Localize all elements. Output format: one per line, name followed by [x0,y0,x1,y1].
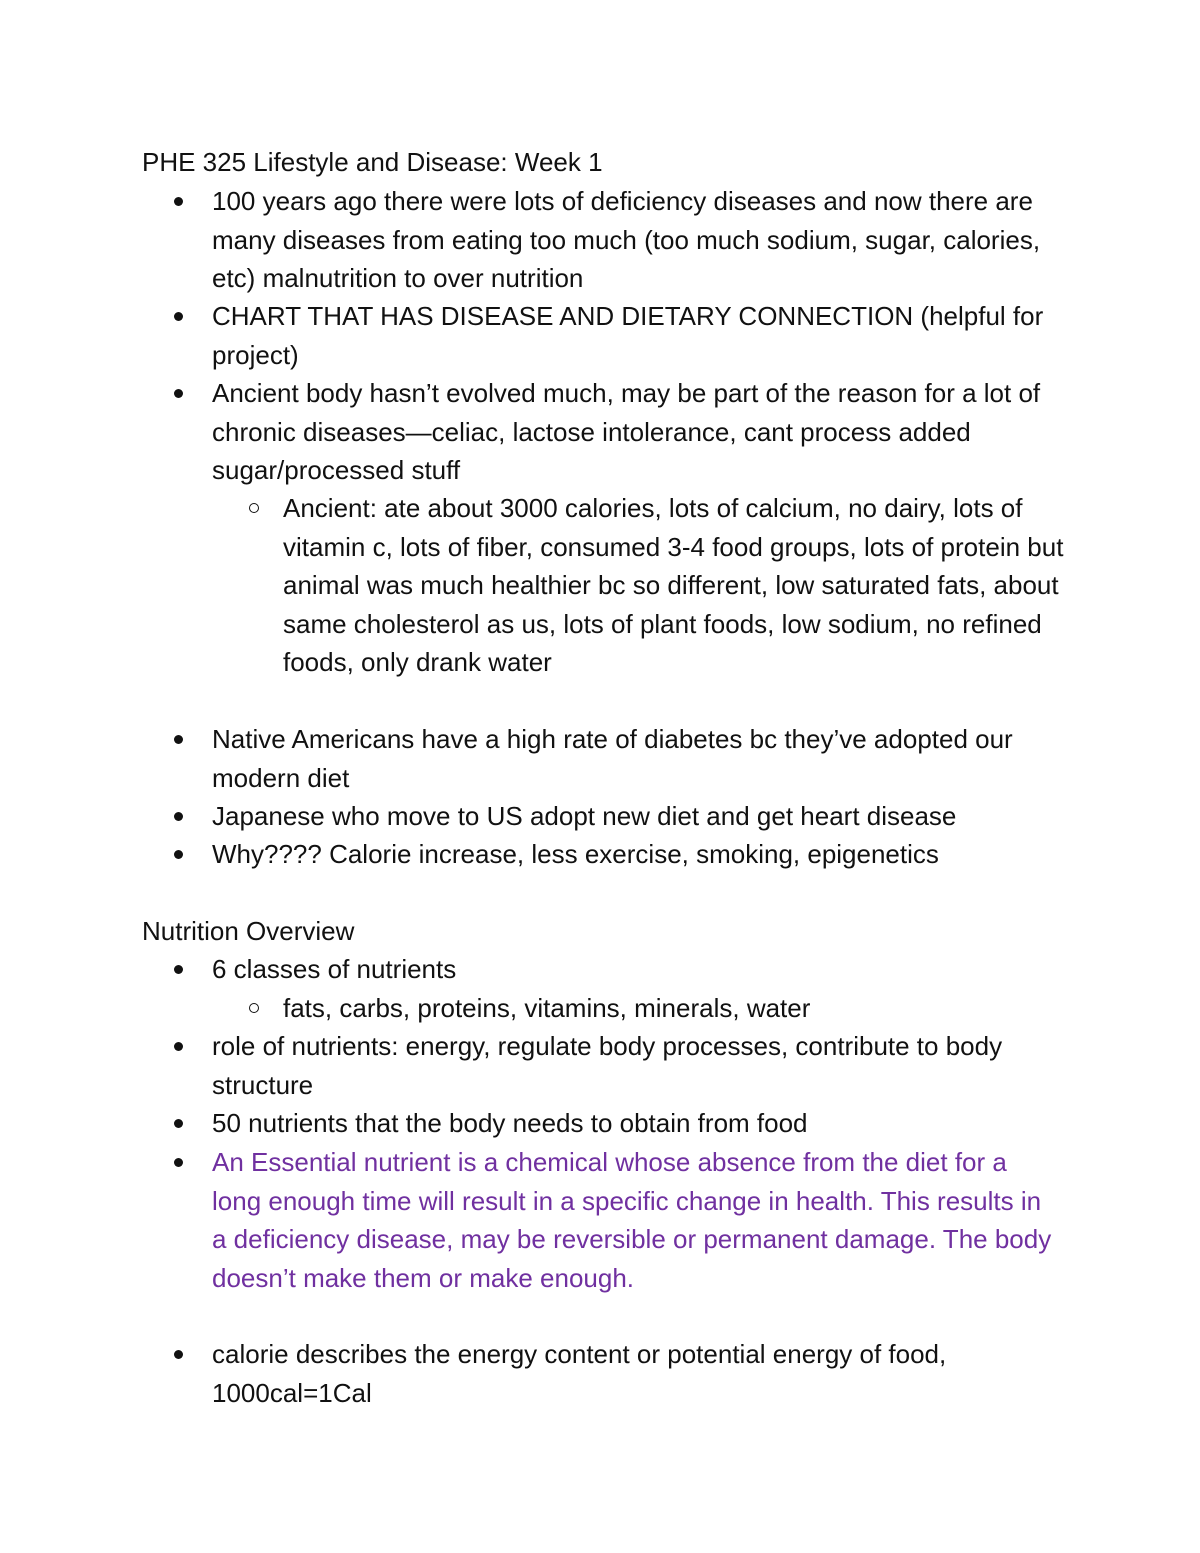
bullet-icon [174,965,183,974]
list-item [212,182,1062,298]
bullet-icon [174,850,183,859]
list-item-text: Japanese who move to US adopt new diet and get heart disease [212,801,957,831]
list-item-text: 50 nutrients that the body needs to obtain from food [212,1108,808,1138]
bullet-icon [174,1158,183,1167]
list-item [212,950,1062,989]
list-item-text: fats, carbs, proteins, vitamins, minerals, water [283,993,811,1023]
section-title-week-1: PHE 325 Lifestyle and Disease: Week 1 [142,147,603,177]
hollow-bullet-icon [249,503,259,513]
bullet-icon [174,1350,183,1359]
section-title-nutrition-overview: Nutrition Overview [142,916,355,946]
list-item-text: Why???? Calorie increase, less exercise, smoking, epigenetics [212,839,939,869]
list-item [212,1104,1062,1143]
list-item [212,374,1062,490]
list-item [212,1335,1062,1412]
list-item [212,297,1062,374]
list-item-text: An Essential nutrient is a chemical whose absence from the diet for a long enough time will result in a specific change in health. This results in a deficiency disease, may be reversible or permanent damage. The body doesn’t make them or make enough. [212,1147,1052,1293]
bullet-icon [174,735,183,744]
list-item [212,797,1062,836]
bullet-icon [174,312,183,321]
list-item-text: calorie describes the energy content or potential energy of food, 1000cal=1Cal [212,1339,947,1408]
list-item-text: role of nutrients: energy, regulate body processes, contribute to body structure [212,1031,1003,1100]
sub-list-item [283,989,1073,1028]
sub-list-item [283,489,1073,682]
list-item [212,835,1062,874]
bullet-icon [174,1042,183,1051]
list-item-text: 6 classes of nutrients [212,954,457,984]
list-item-text: CHART THAT HAS DISEASE AND DIETARY CONNECTION (helpful for project) [212,301,1044,370]
list-item-highlighted [212,1143,1062,1297]
list-item-text: Native Americans have a high rate of diabetes bc they’ve adopted our modern diet [212,724,1013,793]
bullet-icon [174,812,183,821]
bullet-icon [174,197,183,206]
bullet-icon [174,1119,183,1128]
hollow-bullet-icon [249,1003,259,1013]
list-item [212,720,1062,797]
list-item-text: Ancient body hasn’t evolved much, may be part of the reason for a lot of chronic diseases—celiac, lactose intolerance, cant process added sugar/processed stuff [212,378,1041,485]
list-item [212,1027,1062,1104]
bullet-icon [174,389,183,398]
list-item-text: Ancient: ate about 3000 calories, lots of calcium, no dairy, lots of vitamin c, lots of fiber, consumed 3-4 food groups, lots of protein but animal was much healthier bc so different, low saturated fats, about same cholesterol as us, lots of plant foods, low sodium, no refined foods, only drank water [283,493,1064,677]
list-item-text: 100 years ago there were lots of deficiency diseases and now there are many diseases from eating too much (too much sodium, sugar, calories, etc) malnutrition to over nutrition [212,186,1041,293]
